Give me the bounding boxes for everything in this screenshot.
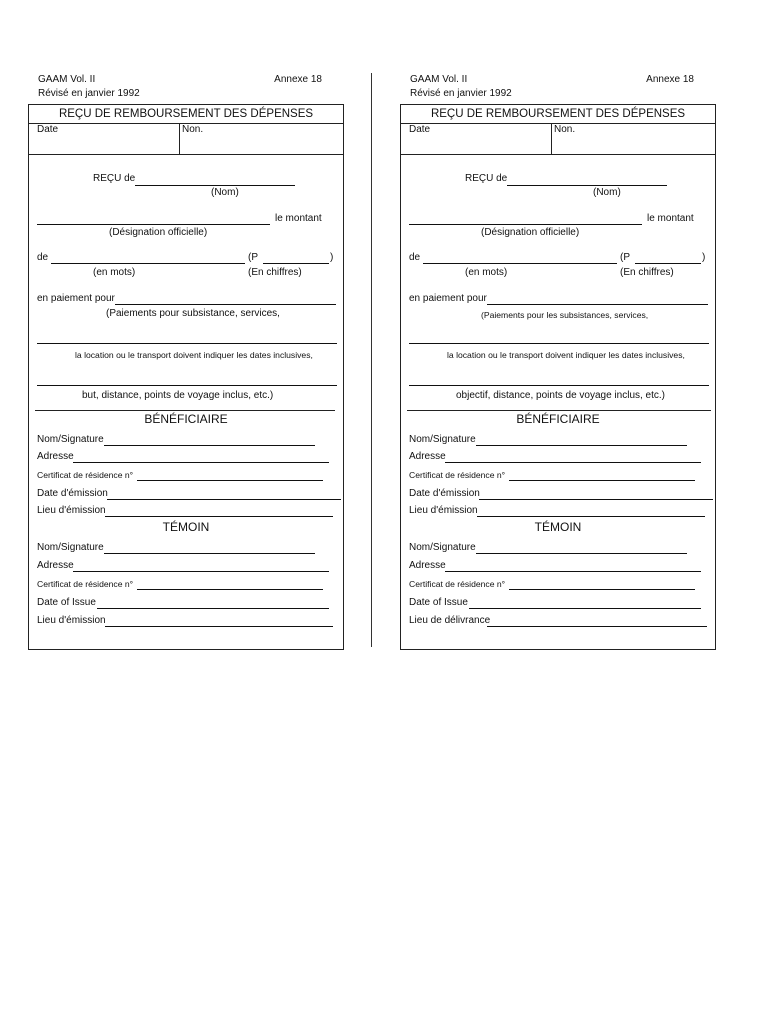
witness-residence-label: Certificat de résidence n° <box>409 579 506 589</box>
figures-hint: (En chiffres) <box>248 267 302 278</box>
p-open: (P <box>248 252 258 263</box>
witness-name-label: Nom/Signature <box>409 542 476 553</box>
payment-line[interactable] <box>115 304 336 305</box>
beneficiary-issue-place-line[interactable] <box>477 516 705 517</box>
witness-residence-line[interactable] <box>137 589 323 590</box>
amount-figures-line[interactable] <box>263 263 329 264</box>
beneficiary-title: BÉNÉFICIAIRE <box>516 412 600 426</box>
amount-figures-line[interactable] <box>635 263 701 264</box>
payment-line-2[interactable] <box>409 343 709 344</box>
location-hint: la location ou le transport doivent indiquer les dates inclusives, <box>75 350 313 360</box>
beneficiary-name-label: Nom/Signature <box>409 434 476 445</box>
number-field[interactable] <box>552 124 715 154</box>
payment-line-2[interactable] <box>37 343 337 344</box>
witness-address-line[interactable] <box>445 571 701 572</box>
header-revised: Révisé en janvier 1992 <box>410 88 512 99</box>
beneficiary-issue-date-line[interactable] <box>479 499 713 500</box>
header-revised: Révisé en janvier 1992 <box>38 88 140 99</box>
header-volume: GAAM Vol. II <box>410 74 468 85</box>
designation-hint: (Désignation officielle) <box>481 227 580 238</box>
witness-issue-place-label: Lieu d'émission <box>37 615 106 626</box>
received-from-line[interactable] <box>507 185 667 186</box>
beneficiary-issue-date-label: Date d'émission <box>409 488 480 499</box>
number-label: Non. <box>554 124 576 135</box>
words-hint: (en mots) <box>93 267 136 278</box>
witness-address-label: Adresse <box>37 560 74 571</box>
designation-line[interactable] <box>409 224 642 225</box>
witness-residence-line[interactable] <box>509 589 695 590</box>
beneficiary-address-label: Adresse <box>409 451 446 462</box>
witness-issue-date-label: Date of Issue <box>37 597 96 608</box>
section-separator <box>407 410 711 411</box>
payment-line-3[interactable] <box>409 385 709 386</box>
date-field[interactable] <box>401 124 552 154</box>
form-title: REÇU DE REMBOURSEMENT DES DÉPENSES <box>401 105 715 124</box>
witness-name-line[interactable] <box>104 553 315 554</box>
of-label: de <box>409 252 421 263</box>
witness-title: TÉMOIN <box>534 520 582 534</box>
p-close: ) <box>330 252 334 263</box>
amount-label: le montant <box>275 213 322 224</box>
beneficiary-issue-date-line[interactable] <box>107 499 341 500</box>
beneficiary-name-line[interactable] <box>476 445 687 446</box>
beneficiary-issue-place-line[interactable] <box>105 516 333 517</box>
number-label: Non. <box>182 124 204 135</box>
date-label: Date <box>37 124 59 135</box>
figures-hint: (En chiffres) <box>620 267 674 278</box>
form-title: REÇU DE REMBOURSEMENT DES DÉPENSES <box>29 105 343 124</box>
beneficiary-residence-line[interactable] <box>509 480 695 481</box>
amount-label: le montant <box>647 213 694 224</box>
witness-issue-place-line[interactable] <box>487 626 707 627</box>
received-from-line[interactable] <box>135 185 295 186</box>
date-field[interactable] <box>29 124 180 154</box>
received-from-label: REÇU de <box>465 173 508 184</box>
witness-residence-label: Certificat de résidence n° <box>37 579 134 589</box>
beneficiary-name-line[interactable] <box>104 445 315 446</box>
beneficiary-residence-label: Certificat de résidence n° <box>409 470 506 480</box>
amount-words-line[interactable] <box>423 263 617 264</box>
payment-hint: (Paiements pour subsistance, services, <box>106 308 280 319</box>
header-annex: Annexe 18 <box>274 74 322 85</box>
beneficiary-residence-label: Certificat de résidence n° <box>37 470 134 480</box>
witness-address-label: Adresse <box>409 560 446 571</box>
payment-label: en paiement pour <box>409 293 487 304</box>
purpose-hint: objectif, distance, points de voyage inclus, etc.) <box>456 390 666 401</box>
receipt-form <box>400 104 716 650</box>
receipt-form <box>28 104 344 650</box>
witness-name-line[interactable] <box>476 553 687 554</box>
p-close: ) <box>702 252 706 263</box>
beneficiary-name-label: Nom/Signature <box>37 434 104 445</box>
designation-hint: (Désignation officielle) <box>109 227 208 238</box>
amount-words-line[interactable] <box>51 263 245 264</box>
of-label: de <box>37 252 49 263</box>
beneficiary-issue-date-label: Date d'émission <box>37 488 108 499</box>
received-from-label: REÇU de <box>93 173 136 184</box>
payment-label: en paiement pour <box>37 293 115 304</box>
name-hint: (Nom) <box>211 187 239 198</box>
payment-line[interactable] <box>487 304 708 305</box>
beneficiary-title: BÉNÉFICIAIRE <box>144 412 228 426</box>
words-hint: (en mots) <box>465 267 508 278</box>
header-annex: Annexe 18 <box>646 74 694 85</box>
beneficiary-address-label: Adresse <box>37 451 74 462</box>
location-hint: la location ou le transport doivent indiquer les dates inclusives, <box>447 350 685 360</box>
receipt-left <box>28 72 344 650</box>
beneficiary-issue-place-label: Lieu d'émission <box>409 505 478 516</box>
witness-issue-date-label: Date of Issue <box>409 597 468 608</box>
witness-name-label: Nom/Signature <box>37 542 104 553</box>
name-hint: (Nom) <box>593 187 621 198</box>
receipt-right <box>400 72 716 650</box>
date-number-row <box>401 124 715 155</box>
payment-line-3[interactable] <box>37 385 337 386</box>
witness-title: TÉMOIN <box>162 520 210 534</box>
purpose-hint: but, distance, points de voyage inclus, etc.) <box>82 390 274 401</box>
p-open: (P <box>620 252 630 263</box>
payment-hint: (Paiements pour les subsistances, services, <box>481 310 649 320</box>
beneficiary-residence-line[interactable] <box>137 480 323 481</box>
beneficiary-address-line[interactable] <box>445 462 701 463</box>
designation-line[interactable] <box>37 224 270 225</box>
witness-issue-date-line[interactable] <box>469 608 701 609</box>
page-divider <box>371 73 372 647</box>
beneficiary-issue-place-label: Lieu d'émission <box>37 505 106 516</box>
witness-issue-place-label: Lieu de délivrance <box>409 615 491 626</box>
beneficiary-address-line[interactable] <box>73 462 329 463</box>
witness-address-line[interactable] <box>73 571 329 572</box>
date-number-row <box>29 124 343 155</box>
section-separator <box>35 410 335 411</box>
witness-issue-place-line[interactable] <box>105 626 333 627</box>
number-field[interactable] <box>180 124 343 154</box>
date-label: Date <box>409 124 431 135</box>
header-volume: GAAM Vol. II <box>38 74 96 85</box>
witness-issue-date-line[interactable] <box>97 608 329 609</box>
